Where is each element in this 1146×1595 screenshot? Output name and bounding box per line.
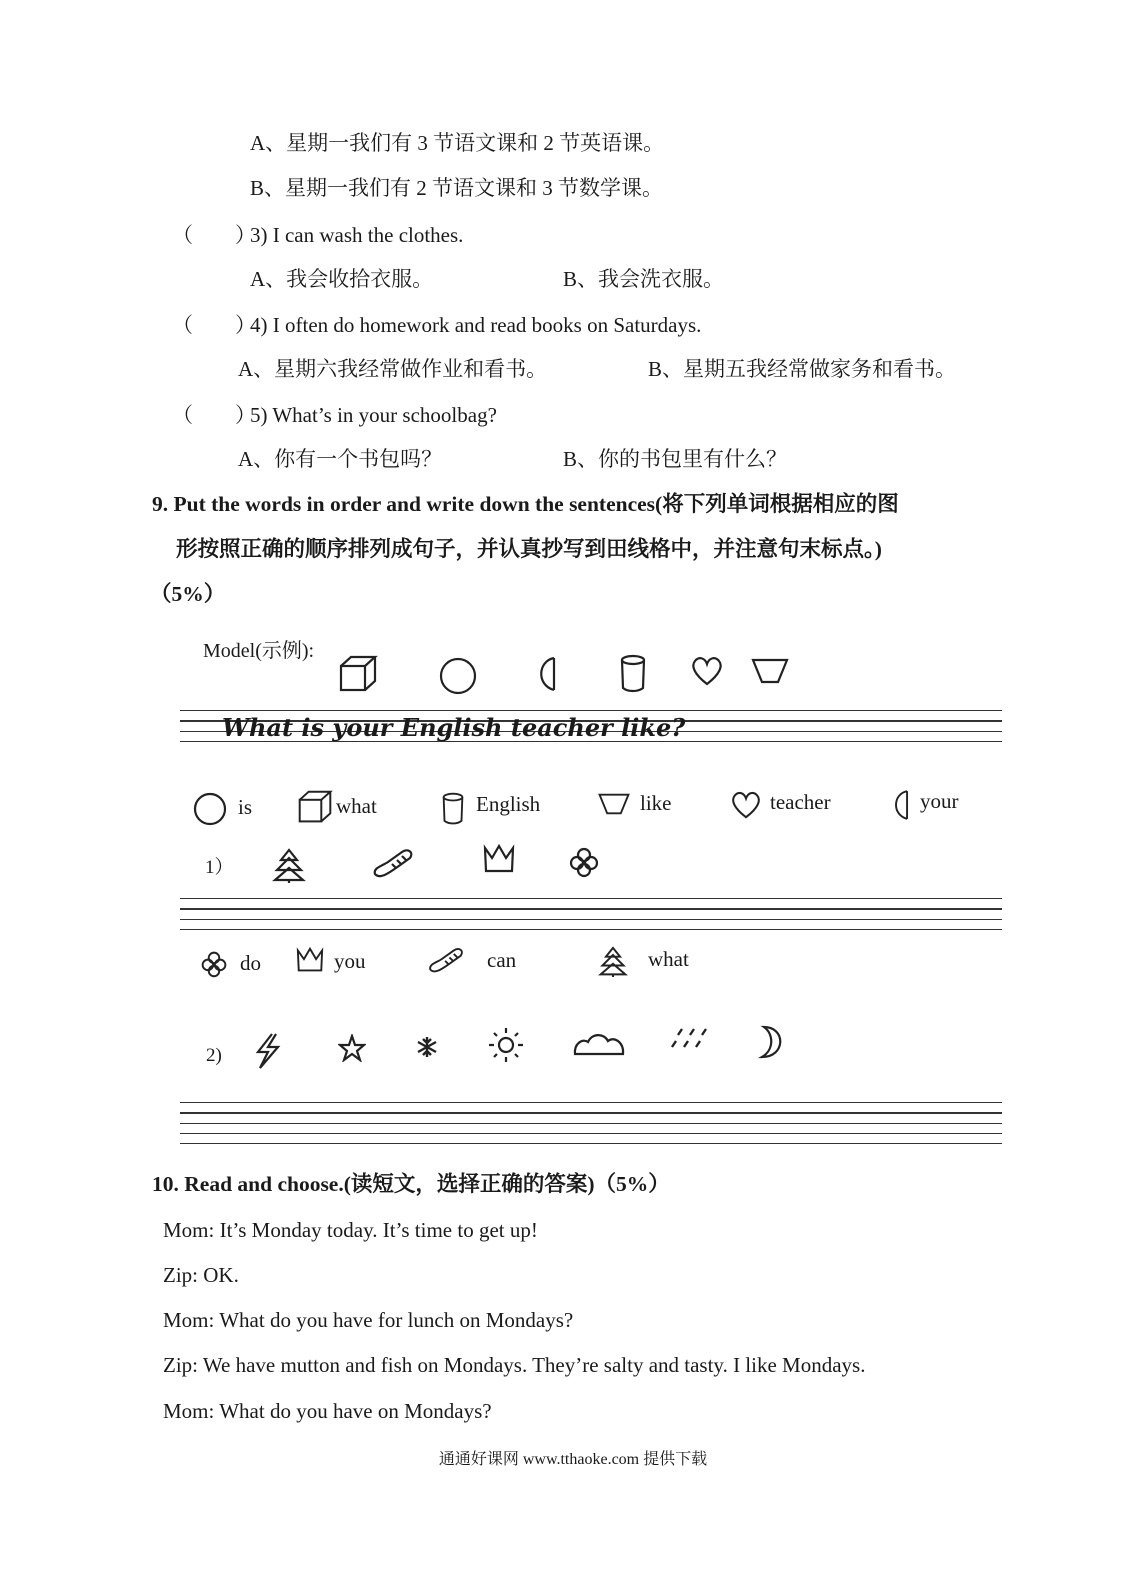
q9-title-line2: 形按照正确的顺序排列成句子，并认真抄写到田线格中，并注意句末标点。)	[176, 537, 882, 561]
word-do: do	[240, 951, 261, 975]
q8-4-option-a: A、星期六我经常做作业和看书。	[238, 357, 548, 381]
word-what: what	[648, 947, 689, 971]
cloud-icon	[572, 1030, 626, 1058]
dialogue-line: Zip: OK.	[163, 1263, 239, 1287]
q8-5-option-a: A、你有一个书包吗？	[238, 447, 443, 471]
q10-title: 10. Read and choose.(读短文，选择正确的答案)（5%）	[152, 1172, 670, 1196]
star-icon	[338, 1034, 366, 1062]
q8-2-option-b: B、星期一我们有 2 节语文课和 3 节数学课。	[250, 176, 664, 200]
lightning-icon	[252, 1032, 284, 1070]
q8-5-option-b: B、你的书包里有什么？	[563, 447, 788, 471]
heart-icon	[730, 789, 762, 821]
cylinder-icon	[440, 792, 466, 826]
word-your: your	[920, 789, 959, 813]
dialogue-line: Mom: What do you have on Mondays?	[163, 1399, 492, 1423]
word-can: can	[487, 948, 517, 972]
q8-4-answer-blank[interactable]: （ ）	[172, 313, 256, 337]
dialogue-line: Mom: What do you have for lunch on Mondays?	[163, 1308, 574, 1332]
model-label: Model(示例):	[203, 640, 315, 662]
q8-2-option-a: A、星期一我们有 3 节语文课和 2 节英语课。	[250, 131, 665, 155]
sun-icon	[486, 1024, 526, 1064]
half-moon-icon	[532, 655, 562, 693]
item1-label: 1）	[205, 857, 234, 878]
q8-3-option-a: A、我会收拾衣服。	[250, 267, 434, 291]
tree-icon	[272, 848, 306, 884]
cube-icon	[338, 654, 378, 694]
crown-icon	[295, 947, 325, 973]
flower-icon	[568, 846, 600, 878]
q8-4-option-b: B、星期五我经常做家务和看书。	[648, 357, 957, 381]
tree-icon	[598, 946, 628, 978]
q8-4-question: 4) I often do homework and read books on Saturdays.	[250, 313, 702, 337]
dialogue-line: Mom: It’s Monday today. It’s time to get up!	[163, 1218, 538, 1242]
q8-3-question: 3) I can wash the clothes.	[250, 223, 464, 247]
trapezoid-icon	[597, 791, 631, 817]
q9-title-line3: （5%）	[150, 582, 226, 606]
rain-icon	[668, 1026, 710, 1054]
q8-5-answer-blank[interactable]: （ ）	[172, 403, 256, 427]
worm-icon	[370, 846, 416, 880]
page-footer: 通通好课网 www.tthaoke.com 提供下载	[438, 1451, 708, 1468]
word-is: is	[238, 795, 253, 819]
cube-icon	[297, 789, 333, 825]
dialogue-line: Zip: We have mutton and fish on Mondays. They’re salty and tasty. I like Mondays.	[163, 1353, 866, 1377]
word-you: you	[334, 949, 366, 973]
half-moon-icon	[888, 788, 914, 822]
moon-icon	[756, 1024, 786, 1060]
trapezoid-icon	[750, 656, 790, 686]
circle-icon	[438, 656, 478, 696]
q8-3-answer-blank[interactable]: （ ）	[172, 223, 256, 247]
q8-5-question: 5) What’s in your schoolbag?	[250, 403, 497, 427]
q9-title-line1: 9. Put the words in order and write down the sentences(将下列单词根据相应的图	[152, 492, 899, 516]
item2-writing-lines[interactable]	[180, 1102, 1002, 1144]
item2-label: 2)	[206, 1045, 222, 1066]
word-teacher: teacher	[770, 790, 831, 814]
crown-icon	[482, 844, 516, 874]
word-what: what	[336, 794, 377, 818]
worm-icon	[426, 945, 466, 975]
item1-writing-lines[interactable]	[180, 898, 1002, 930]
heart-icon	[690, 654, 724, 688]
cylinder-icon	[618, 654, 648, 694]
circle-icon	[192, 791, 228, 827]
word-like: like	[640, 791, 672, 815]
flower-icon	[200, 950, 228, 978]
word-english: English	[476, 792, 541, 816]
q8-3-option-b: B、我会洗衣服。	[563, 267, 725, 291]
model-sentence: What is your English teacher like?	[222, 713, 686, 742]
snowflake-icon	[414, 1034, 440, 1060]
